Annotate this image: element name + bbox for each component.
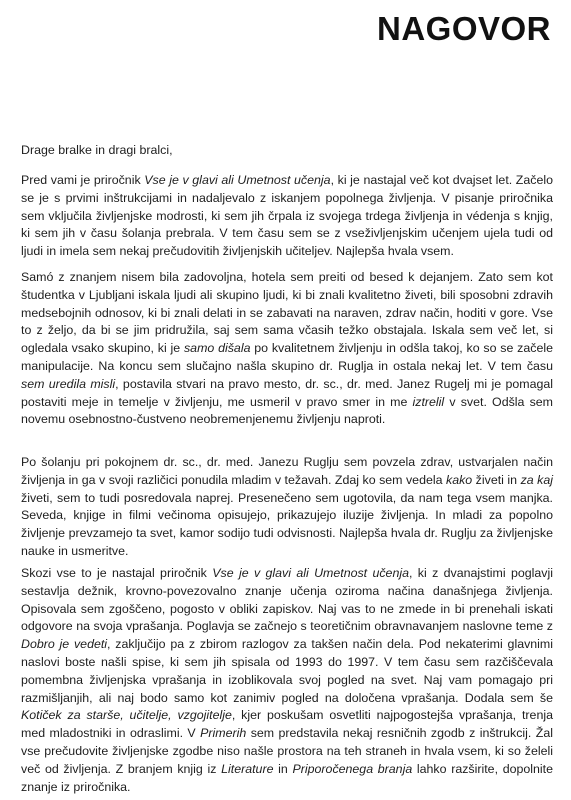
salutation: Drage bralke in dragi bralci, (21, 143, 173, 157)
text-run: , kjer poskušam osvetliti najpogostejša vprašanja, trenja med mladostniki in odraslimi. V (21, 708, 553, 741)
italic-text: Literature (221, 761, 274, 776)
text-run: po kvalitetnem življenju in odšla takoj, ko so se začele manipulacije. Na koncu sem slučajno našla skupino dr. Ruglja in ostala nekaj let. V tem času (21, 341, 553, 373)
paragraph-1 (21, 172, 553, 261)
text-run: sem predstavila nekaj resničnih zgodb z inštrukcij. Žal vse prečudovite življenjske zgodbe niso našle prostora na teh straneh in hvala vsem, ki so želeli več od življenja. Z branjem knjig iz (21, 726, 553, 776)
italic-text: Vse je v glavi ali Umetnost učenja (212, 566, 409, 580)
text-run: , postavila stvari na pravo mesto, dr. sc., dr. med. Janez Rugelj mi je pomagal postaviti meje in temelje v življenju, me usmeril v pravo smer in me (21, 376, 554, 409)
text-run: Samó z znanjem nisem bila zadovoljna, hotela sem preiti od besed k dejanjem. Zato sem kot študentka v Ljubljani iskala ljudi ali skupino ljudi, ki bi znali kvalitetno živeti, bili sposobni zdravih medsebojnih odnosov, ki bi znali delati in se zabavati na naraven, zdrav način, hoditi v gore. Vse to z željo, da bi se jim pridružila, saj sem sama včasih težko obstajala. Iskala sem več let, si ogledala vsako skupino, ki je (21, 270, 553, 356)
italic-text: Priporočenega branja (292, 761, 413, 776)
italic-text: Vse je v glavi ali Umetnost učenja (144, 173, 331, 187)
text-run: , zaključijo pa z zbirom razlogov za takšen način dela. Pod nekaterimi glavnimi naslovi boste našli spise, ki sem jih spisala od 1993 do 1997. V tem času sem razčiščevala pomembna življenjska vprašanja in izoblikovala svoj pogled na svet. Naj vam pomagajo pri razmišljanjih, ali naj bodo samo kot zanimiv pogled na določena vprašanja. Dodala sem še (21, 637, 553, 705)
text-run: , ki z dvanajstimi poglavji sestavlja dežnik, krovno-povezovalno znanje učenja oziroma načina današnjega življenja. Opisovala sem zgoščeno, pogosto v obliki zapiskov. Naj vas to ne zmede in bi prenehali iskati odgovore na svoja vprašanja. Poglavja se začnejo s teoretičnim obravnavanjem naslovne teme z (21, 566, 553, 634)
text-run: in (273, 761, 293, 776)
italic-text: iztrelil (412, 394, 445, 409)
italic-text: samo dišala (183, 341, 251, 356)
text-run: Skozi vse to je nastajal priročnik (21, 566, 213, 580)
text-run: Pred vami je priročnik (21, 173, 145, 187)
italic-text: Dobro je vedeti (21, 637, 108, 652)
italic-text: kako (446, 472, 473, 487)
italic-text: za kaj (520, 472, 553, 487)
paragraph-2 (21, 269, 553, 429)
text-run: v svet. Odšla sem novemu osebnostno-čustveno neobremenjenemu življenju naproti. (21, 394, 553, 427)
text-run: živeti in (472, 472, 521, 487)
page-title: NAGOVOR (376, 10, 551, 47)
paragraph-3 (21, 454, 553, 561)
italic-text: Kotiček za starše, učitelje, vzgojitelje (21, 708, 232, 723)
text-run: živeti, sem to tudi posredovala naprej. Presenečeno sem ugotovila, da nam tega vsem manjka. Seveda, knjige in filmi večinoma opisujejo, prikazujejo iluzije življenja. In mladi za popolno življenje prevzamejo ta svet, kamor sodijo tudi odvisnosti. Najlepša hvala dr. Ruglju za življenjske nauke in usmeritve. (21, 490, 553, 558)
italic-text: Primerih (200, 726, 247, 741)
paragraph-4 (21, 565, 553, 796)
italic-text: sem uredila misli (21, 376, 116, 391)
text-run: , ki je nastajal več kot dvajset let. Začelo se je s prvimi inštrukcijami in nadaljevalo z iskanjem popolnega življenja. V pisanje priročnika sem vključila življenjske modrosti, ki sem jih črpala iz svojega trdega življenja in védenja s knjig, ki sem jih v času šolanja prebrala. V tem času sem se z vseživljenjskim učenjem ujela tudi od ljudi in imela sem nekaj prečudovitih življenjskih učiteljev. Najlepša hvala vsem. (21, 173, 554, 259)
text-run: Po šolanju pri pokojnem dr. sc., dr. med. Janezu Ruglju sem povzela zdrav, ustvarjalen način življenja in ga v svoji različici ponudila mladim v težavah. Zdaj ko sem vedela (21, 455, 553, 487)
text-run: lahko razširite, dopolnite znanje iz priročnika. (21, 761, 553, 794)
